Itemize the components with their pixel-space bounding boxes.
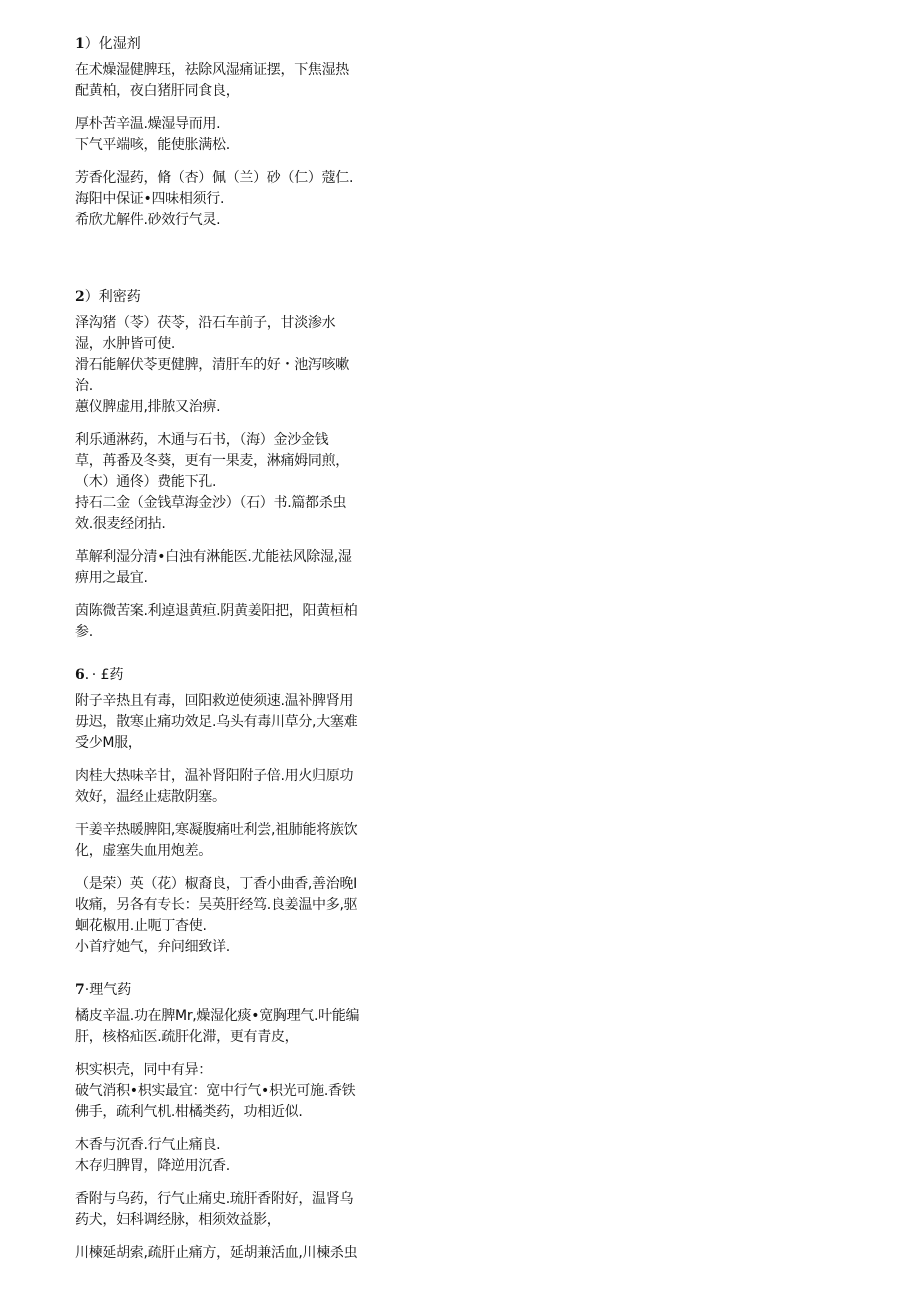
verse-paragraph [75, 1189, 400, 1231]
verse-line: 收痛，另各有专长：吴英肝经笃.良姜温中多,驱 [75, 897, 358, 913]
verse-line: 木存归脾胃，降逆用沉香. [75, 1158, 230, 1174]
section-title: ）利密药 [84, 289, 141, 305]
verse-line: 革解利湿分清•白浊有淋能医.尤能祛风除湿,湿 [75, 549, 352, 565]
section-2 [75, 287, 400, 643]
verse-paragraph [75, 1135, 400, 1177]
verse-line: 蛔花椒用.止呃丁杳使. [75, 918, 207, 934]
verse-line: 痹用之最宜. [75, 570, 148, 586]
verse-paragraph [75, 1060, 400, 1123]
section-1 [75, 34, 400, 231]
verse-line: 海阳中保证•四味相须行. [75, 191, 225, 207]
verse-line: 香附与乌药，行气止痛史.琉肝香附好，温肾乌 [75, 1191, 354, 1207]
verse-line: （木）通佟）费能下孔. [75, 474, 217, 490]
section-4 [75, 980, 400, 1264]
verse-line: 附子辛热且有毒，回阳救逆使须速.温补脾肾用 [75, 693, 354, 709]
section-number: 2 [75, 289, 85, 305]
verse-paragraph [75, 168, 400, 231]
verse-line: 厚朴苦辛温.燥湿导而用. [75, 116, 221, 132]
section-number: 6 [75, 667, 85, 683]
verse-line: 枳实枳壳，同中有异： [75, 1062, 212, 1078]
section-number: 1 [75, 36, 85, 52]
verse-line: 配黄柏，夜白猪肝同食良， [75, 83, 240, 99]
verse-line: 干姜辛热暖脾阳,寒凝腹痛吐利尝,祖肺能将族饮 [75, 822, 358, 838]
verse-line: 治. [75, 378, 93, 394]
verse-line: 橘皮辛温.功在脾Mr,燥湿化痰•宽胸理气.叶能编 [75, 1008, 360, 1024]
verse-paragraph [75, 820, 400, 862]
verse-line: 参. [75, 624, 93, 640]
verse-paragraph [75, 430, 400, 535]
section-spacer [75, 243, 400, 287]
verse-paragraph [75, 313, 400, 418]
verse-line: 湿，水肿皆可使. [75, 336, 176, 352]
verse-line: 利乐通淋药，木通与石书，（海）金沙金钱 [75, 432, 329, 448]
verse-line: 肉桂大热味辛甘，温补肾阳附子倍.用火归原功 [75, 768, 354, 784]
verse-paragraph [75, 691, 400, 754]
section-spacer [75, 970, 400, 980]
verse-line: 化，虚塞失血用炮差。 [75, 843, 212, 859]
verse-line: 蕙仪脾虚用,排脓又治痹. [75, 399, 221, 415]
verse-line: 在术燥湿健脾珏，祛除风湿痛证摆，下焦湿热 [75, 62, 349, 78]
verse-line: 小首疗她气，弁问细致详. [75, 939, 230, 955]
section-title: ．· £药 [84, 667, 124, 683]
section-title: ）化湿剂 [84, 36, 141, 52]
verse-line: 滑石能解伏苓更健脾，清肝车的好・池泻咳嗽 [75, 357, 349, 373]
section-heading [75, 287, 400, 307]
verse-line: 草，苒番及冬葵，更有一果麦，淋痛姆同煎， [75, 453, 349, 469]
verse-paragraph [75, 874, 400, 958]
verse-paragraph [75, 601, 400, 643]
verse-line: 破气消积•枳实最宜：宽中行气•枳光可施.香铁 [75, 1083, 356, 1099]
verse-line: 效好，温经止痣散阴塞。 [75, 789, 226, 805]
verse-line: 效.很麦经闭拈. [75, 516, 166, 532]
verse-line: 泽沟猪（苓）茯苓，沿石车前子，甘淡渗水 [75, 315, 336, 331]
verse-line: 下气平端咳，能使胀满松. [75, 137, 230, 153]
section-heading [75, 980, 400, 1000]
verse-paragraph [75, 1006, 400, 1048]
section-number: 7 [75, 982, 85, 998]
verse-line: 木香与沉香.行气止痛良. [75, 1137, 221, 1153]
section-heading [75, 665, 400, 685]
verse-line: 茵陈微苦案.利逴退黄疸.阴黄姜阳把，阳黄桓柏 [75, 603, 358, 619]
verse-line: （是荣）英（花）椒裔良，丁香小曲香,善治晚I [75, 876, 357, 892]
verse-paragraph [75, 547, 400, 589]
verse-line: 药犬，妇科调经脉，相须效益影， [75, 1212, 281, 1228]
verse-line: 川楝延胡索,疏肝止痛方，延胡兼活血,川楝杀虫 [75, 1245, 358, 1261]
verse-paragraph [75, 60, 400, 102]
section-heading [75, 34, 400, 54]
section-spacer [75, 655, 400, 665]
document-page [75, 34, 400, 1276]
section-3 [75, 665, 400, 958]
verse-line: 肝，核格疝医.疏肝化滞，更有青皮， [75, 1029, 299, 1045]
verse-line: 受少M服， [75, 735, 142, 751]
verse-line: 芳香化湿药，脩（杏）佩（兰）砂（仁）蔻仁. [75, 170, 354, 186]
verse-line: 希欣尤解件.砂效行气灵. [75, 212, 221, 228]
verse-paragraph [75, 114, 400, 156]
verse-line: 毋迟，散寒止痛功效足.乌头有毒川草分,大塞难 [75, 714, 358, 730]
section-title: ·理气药 [84, 982, 132, 998]
verse-paragraph [75, 1243, 400, 1264]
verse-line: 佛手，疏利气机.柑橘类药，功相近似. [75, 1104, 303, 1120]
verse-paragraph [75, 766, 400, 808]
verse-line: 持石二金（金钱草海金沙）（石）书.篇都杀虫 [75, 495, 347, 511]
